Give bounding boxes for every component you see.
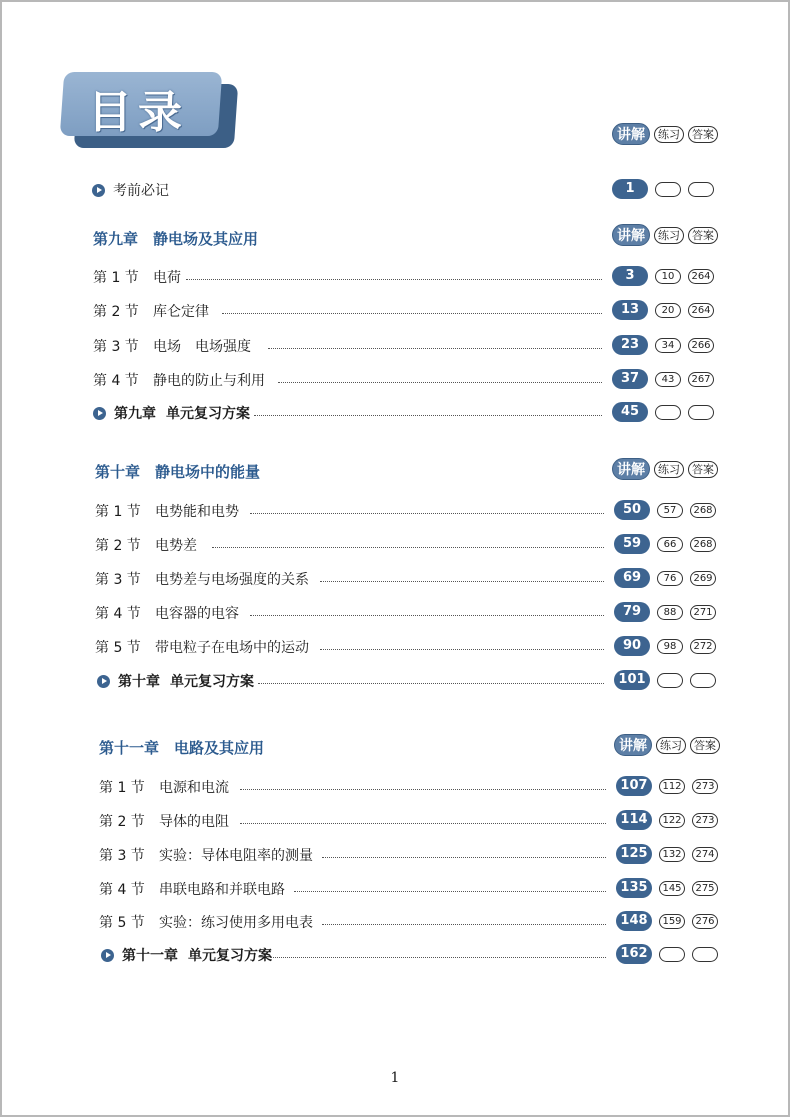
page-title: 目录	[88, 87, 188, 138]
lecture-page: 13	[612, 300, 648, 320]
lecture-page: 101	[614, 670, 650, 690]
practice-tag: 练习	[654, 461, 684, 478]
section-title: 导体的电阻	[159, 814, 229, 830]
practice-page: 34	[655, 338, 681, 353]
toc-entry-review[interactable]	[0, 669, 790, 693]
answer-page: 269	[690, 571, 716, 586]
section-title: 串联电路和并联电路	[159, 882, 285, 898]
answer-page: 272	[690, 639, 716, 654]
leader-dots	[294, 890, 606, 892]
section-number: 第 2 节	[93, 304, 139, 320]
section-title: 电荷	[153, 270, 181, 286]
toc-entry[interactable]	[0, 533, 790, 557]
answer-page: 275	[692, 881, 718, 896]
lecture-tag: 讲解	[614, 734, 652, 756]
practice-tag: 练习	[656, 737, 686, 754]
section-number: 第 2 节	[99, 814, 145, 830]
practice-page-blank	[655, 182, 681, 197]
section-title: 电势差	[155, 538, 197, 554]
practice-page: 76	[657, 571, 683, 586]
answer-page-blank	[690, 673, 716, 688]
toc-entry-intro[interactable]	[0, 178, 790, 202]
leader-dots	[250, 512, 604, 514]
section-number: 第 1 节	[95, 504, 141, 520]
lecture-page: 50	[614, 500, 650, 520]
practice-page: 112	[659, 779, 685, 794]
legend-lecture-tag: 讲解	[612, 123, 650, 145]
practice-page: 88	[657, 605, 683, 620]
section-title: 静电的防止与利用	[153, 373, 265, 389]
legend-practice-tag: 练习	[654, 126, 684, 143]
leader-dots	[212, 546, 604, 548]
lecture-page: 107	[616, 776, 652, 796]
toc-entry[interactable]	[0, 334, 790, 358]
lecture-page: 59	[614, 534, 650, 554]
leader-dots	[240, 788, 606, 790]
section-title: 电容器的电容	[155, 606, 239, 622]
play-icon	[92, 184, 105, 197]
practice-page: 20	[655, 303, 681, 318]
chapter-column-tags	[612, 458, 718, 480]
lecture-page: 69	[614, 568, 650, 588]
chapter-title[interactable]: 第十一章 电路及其应用	[99, 739, 265, 757]
legend-answer-tag: 答案	[688, 126, 718, 143]
answer-tag: 答案	[688, 461, 718, 478]
toc-entry[interactable]	[0, 843, 790, 867]
play-icon	[93, 407, 106, 420]
review-title: 单元复习方案	[188, 948, 272, 964]
leader-dots	[186, 278, 602, 280]
section-number: 第 1 节	[99, 780, 145, 796]
practice-page: 66	[657, 537, 683, 552]
section-title: 电源和电流	[159, 780, 229, 796]
lecture-page: 162	[616, 944, 652, 964]
answer-page-blank	[692, 947, 718, 962]
toc-entry[interactable]	[0, 809, 790, 833]
lecture-page: 45	[612, 402, 648, 422]
section-number: 第 5 节	[99, 915, 145, 931]
leader-dots	[268, 347, 602, 349]
practice-page: 57	[657, 503, 683, 518]
toc-entry[interactable]	[0, 567, 790, 591]
section-number: 第 1 节	[93, 270, 139, 286]
practice-page-blank	[655, 405, 681, 420]
toc-entry[interactable]	[0, 910, 790, 934]
section-title: 电势差与电场强度的关系	[155, 572, 309, 588]
leader-dots	[278, 381, 602, 383]
practice-page-blank	[659, 947, 685, 962]
lecture-page: 3	[612, 266, 648, 286]
toc-entry-review[interactable]	[0, 401, 790, 425]
review-title: 单元复习方案	[166, 406, 250, 422]
answer-page: 268	[690, 503, 716, 518]
chapter-title[interactable]: 第九章 静电场及其应用	[93, 230, 259, 248]
chapter-title[interactable]: 第十章 静电场中的能量	[95, 463, 261, 481]
section-title: 库仑定律	[153, 304, 209, 320]
review-title: 单元复习方案	[170, 674, 254, 690]
answer-page: 264	[688, 303, 714, 318]
practice-page-blank	[657, 673, 683, 688]
toc-entry[interactable]	[0, 877, 790, 901]
answer-page: 266	[688, 338, 714, 353]
lecture-tag: 讲解	[612, 224, 650, 246]
lecture-page: 37	[612, 369, 648, 389]
toc-entry[interactable]	[0, 299, 790, 323]
play-icon	[97, 675, 110, 688]
toc-entry[interactable]	[0, 499, 790, 523]
leader-dots	[322, 923, 606, 925]
section-title: 电势能和电势	[155, 504, 239, 520]
lecture-page: 114	[616, 810, 652, 830]
practice-page: 132	[659, 847, 685, 862]
section-title: 带电粒子在电场中的运动	[155, 640, 309, 656]
toc-title-banner	[62, 72, 238, 150]
toc-entry[interactable]	[0, 265, 790, 289]
section-number: 第 3 节	[99, 848, 145, 864]
leader-dots	[258, 682, 604, 684]
lecture-page: 135	[616, 878, 652, 898]
column-legend	[612, 123, 718, 145]
toc-entry[interactable]	[0, 601, 790, 625]
answer-page: 264	[688, 269, 714, 284]
answer-page: 268	[690, 537, 716, 552]
review-chapter-label: 第九章	[114, 406, 156, 422]
lecture-page: 90	[614, 636, 650, 656]
lecture-page: 125	[616, 844, 652, 864]
leader-dots	[222, 312, 602, 314]
toc-entry-review[interactable]	[0, 943, 790, 967]
toc-entry[interactable]	[0, 635, 790, 659]
lecture-page: 23	[612, 335, 648, 355]
answer-page: 273	[692, 813, 718, 828]
answer-tag: 答案	[690, 737, 720, 754]
lecture-page: 1	[612, 179, 648, 199]
page-number: 1	[390, 1070, 400, 1086]
section-number: 第 3 节	[93, 339, 139, 355]
lecture-tag: 讲解	[612, 458, 650, 480]
lecture-page: 79	[614, 602, 650, 622]
practice-page: 145	[659, 881, 685, 896]
answer-page: 276	[692, 914, 718, 929]
answer-page: 271	[690, 605, 716, 620]
leader-dots	[320, 580, 604, 582]
review-chapter-label: 第十章	[118, 674, 160, 690]
section-title: 实验：导体电阻率的测量	[159, 848, 313, 864]
leader-dots	[270, 956, 606, 958]
section-number: 第 4 节	[99, 882, 145, 898]
section-number: 第 4 节	[93, 373, 139, 389]
review-chapter-label: 第十一章	[122, 948, 178, 964]
practice-page: 10	[655, 269, 681, 284]
leader-dots	[320, 648, 604, 650]
answer-tag: 答案	[688, 227, 718, 244]
practice-page: 122	[659, 813, 685, 828]
practice-page: 43	[655, 372, 681, 387]
practice-tag: 练习	[654, 227, 684, 244]
answer-page: 267	[688, 372, 714, 387]
leader-dots	[322, 856, 606, 858]
answer-page: 273	[692, 779, 718, 794]
chapter-column-tags	[614, 734, 720, 756]
section-number: 第 4 节	[95, 606, 141, 622]
practice-page: 159	[659, 914, 685, 929]
section-title: 实验：练习使用多用电表	[159, 915, 313, 931]
toc-entry[interactable]	[0, 775, 790, 799]
play-icon	[101, 949, 114, 962]
section-number: 第 5 节	[95, 640, 141, 656]
section-number: 第 2 节	[95, 538, 141, 554]
section-number: 第 3 节	[95, 572, 141, 588]
lecture-page: 148	[616, 911, 652, 931]
leader-dots	[250, 614, 604, 616]
intro-label: 考前必记	[113, 183, 169, 199]
answer-page-blank	[688, 182, 714, 197]
leader-dots	[240, 822, 606, 824]
leader-dots	[254, 414, 602, 416]
answer-page: 274	[692, 847, 718, 862]
chapter-column-tags	[612, 224, 718, 246]
practice-page: 98	[657, 639, 683, 654]
section-title: 电场 电场强度	[153, 339, 251, 355]
toc-entry[interactable]	[0, 368, 790, 392]
answer-page-blank	[688, 405, 714, 420]
